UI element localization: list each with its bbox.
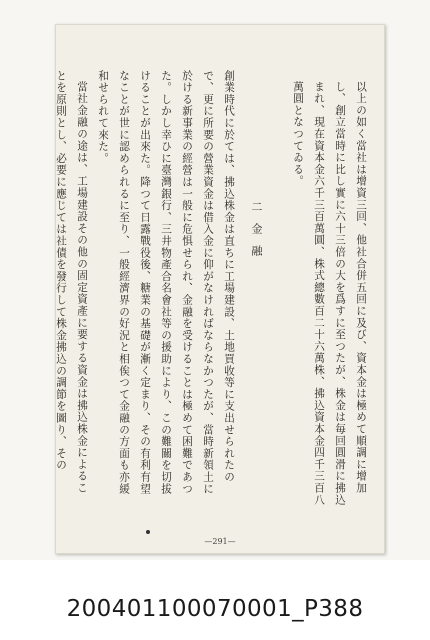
page-number: —291— xyxy=(204,537,236,546)
text-column: し、創立當時に比し實に六十三倍の大を爲すに至つたが、株金は毎回圓滑に拂込 xyxy=(334,81,346,506)
text-column: で、更に所要の營業資金は借入金に仰がなければならなかつたが、當時新領土に xyxy=(202,70,214,495)
text-column: けることが出來た。降つて日露戰役後、糖業の基礎が漸く定まり、その有利有望 xyxy=(139,70,151,495)
text-column: 當社金融の途は、工場建設その他の固定資產に要する資金は拂込株金によるこ xyxy=(76,81,88,494)
text-column: 創業時代に於ては、拂込株金は直ちに工場建設、土地買收等に支出せられたの xyxy=(223,70,235,483)
text-column: とを原則とし、必要に應じては社債を發行して株金拂込の調節を圖り、その xyxy=(55,70,67,472)
document-page xyxy=(55,24,385,554)
section-heading: 二 金 融 xyxy=(250,201,263,256)
image-caption: 200401100070001_P388 xyxy=(66,596,364,622)
ink-dot xyxy=(146,530,150,534)
text-column: 以上の如く當社は增資三回、他社合併五回に及び、資本金は極めて順調に增加 xyxy=(355,81,367,494)
text-column: まれ、現在資本金六千三百萬圓、株式總數百二十六萬株、拂込資本金四千三百八 xyxy=(313,81,325,506)
text-column: 於ける新事業の經營は一般に危惧せられ、金融を受けることは極めて困難であつ xyxy=(181,70,193,495)
text-column: なことが世に認められるに至り、一般經濟界の好況と相俟つて金融の方面も亦緩 xyxy=(118,70,130,495)
text-column: 和せられて來た。 xyxy=(97,70,109,165)
text-column: 萬圓となつてゐる。 xyxy=(292,81,304,188)
text-column: た。しかし幸ひに臺灣銀行、三井物產合名會社等の援助により、この難關を切拔 xyxy=(160,70,172,495)
